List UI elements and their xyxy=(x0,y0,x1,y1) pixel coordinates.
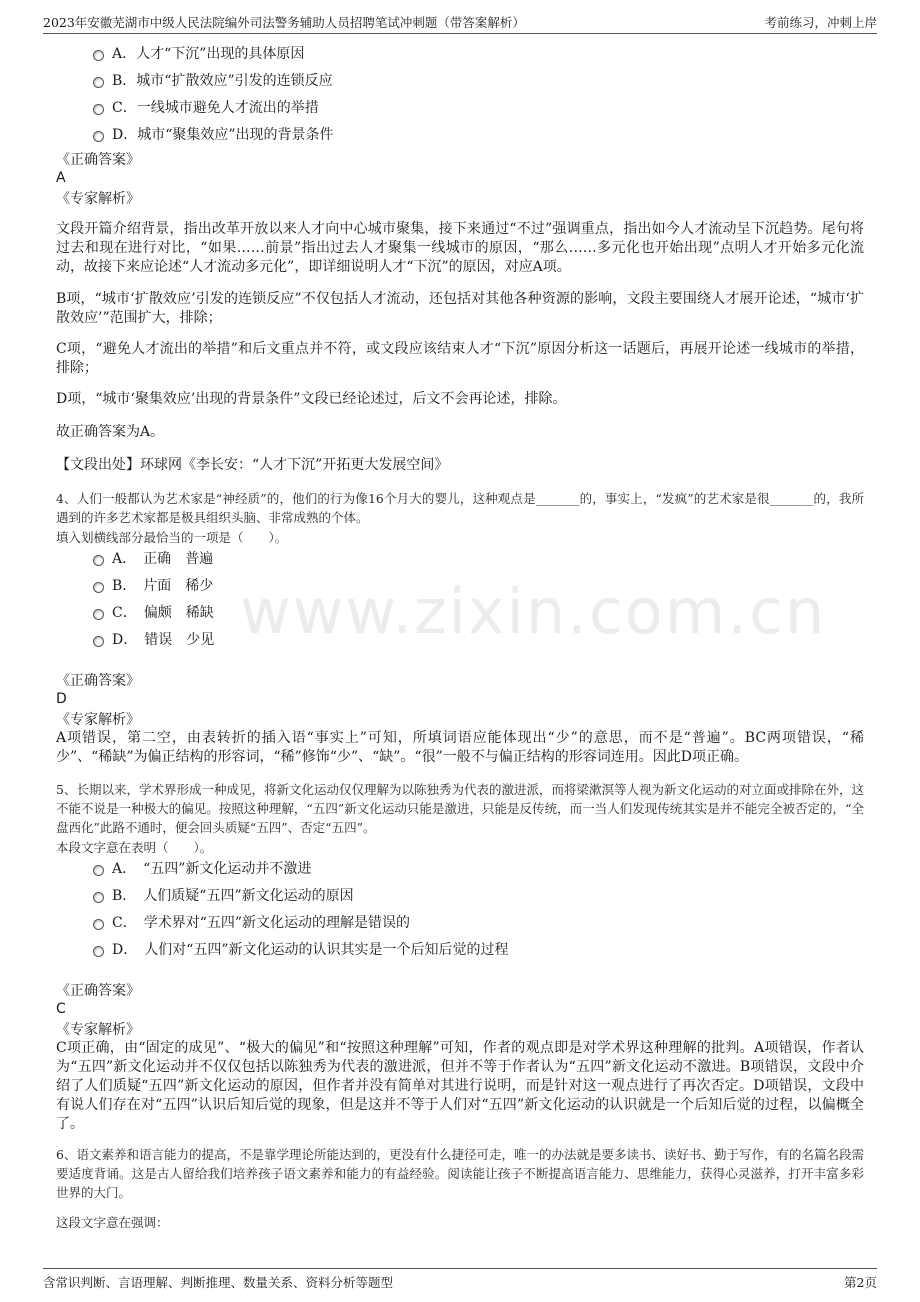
q3-analysis-p4: D项，“城市‘聚集效应’出现的背景条件”文段已经论述过，后文不会再论述，排除。 xyxy=(56,391,567,407)
radio-icon[interactable] xyxy=(93,865,104,876)
q3-option-d[interactable]: D．城市“聚集效应”出现的背景条件 xyxy=(112,125,334,145)
q5-option-b[interactable]: B． 人们质疑“五四”新文化运动的原因 xyxy=(112,886,354,906)
radio-icon[interactable] xyxy=(93,636,104,647)
q5-option-a[interactable]: A． “五四”新文化运动并不激进 xyxy=(112,859,311,879)
radio-icon[interactable] xyxy=(93,892,104,903)
q5-answer: C xyxy=(56,1001,66,1017)
q5-answer-label: 《正确答案》 xyxy=(56,983,140,999)
q4-answer: D xyxy=(56,691,67,707)
q4-option-a[interactable]: A． 正确 普遍 xyxy=(112,549,213,569)
q3-analysis-p5: 故正确答案为A。 xyxy=(56,424,165,440)
q5-option-c[interactable]: C． 学术界对“五四”新文化运动的理解是错误的 xyxy=(112,913,410,933)
q5-stem: 5、长期以来，学术界形成一种成见，将新文化运动仅仅理解为以陈独秀为代表的激进派，而将梁漱溟等人视为新文化运动的对立面或排除在外，这不能不说是一种极大的偏见。按照这种理解，“五四”新文化运动只能是激进，只能是反传统，而一当人们发现传统其实是并不能完全被否定的，“全盘西化”此路不通时，便会回头质疑“五四”、否定“五四”。 xyxy=(56,782,864,835)
q4-option-c[interactable]: C． 偏颇 稀缺 xyxy=(112,603,214,623)
q4-option-d[interactable]: D． 错误 少见 xyxy=(112,630,214,650)
q3-option-a[interactable]: A．人才“下沉”出现的具体原因 xyxy=(112,44,304,64)
q6-prompt: 这段文字意在强调： xyxy=(56,1215,169,1230)
radio-icon[interactable] xyxy=(93,77,104,88)
page-footer xyxy=(43,1268,877,1295)
q6-stem: 6、语文素养和语言能力的提高，不是靠学理论所能达到的，更没有什么捷径可走，唯一的办法就是要多读书、读好书、勤于写作，有的名篇名段需要适度背诵。这是古人留给我们培养孩子语文素养和能力的有益经验。阅读能让孩子不断提高语言能力、思维能力，获得心灵滋养，打开丰富多彩世界的大门。 xyxy=(56,1147,864,1200)
q3-analysis-p1: 文段开篇介绍背景，指出改革开放以来人才向中心城市聚集，接下来通过“不过”强调重点，指出如今人才流动呈下沉趋势。尾句将过去和现在进行对比，“如果……前景”指出过去人才聚集一线城市的原因，“那么……多元化也开始出现”点明人才开始多元化流动，故接下来应论述“人才流动多元化”，即详细说明人才“下沉”的原因，对应A项。 xyxy=(56,221,864,275)
page-header xyxy=(43,11,877,34)
q4-prompt: 填入划横线部分最恰当的一项是（ ）。 xyxy=(56,530,288,545)
q3-source: 【文段出处】环球网《李长安：“人才下沉”开拓更大发展空间》 xyxy=(56,457,449,473)
radio-icon[interactable] xyxy=(93,50,104,61)
footer-note: 含常识判断、言语理解、判断推理、数量关系、资料分析等题型 xyxy=(43,1275,394,1290)
q5-analysis: C项正确，由“固定的成见”、“极大的偏见”和“按照这种理解”可知，作者的观点即是对学术界这种理解的批判。A项错误，作者认为“五四”新文化运动并不仅仅包括以陈独秀为代表的激进派，但并不等于作者认为“五四”新文化运动不激进。B项错误，文段中介绍了人们质疑“五四”新文化运动的原因，但作者并没有简单对其进行说明，而是针对这一观点进行了再次否定。D项错误，文段中有说人们存在对“五四”认识后知后觉的现象，但是这并不等于人们对“五四”新文化运动的认识就是一个后知后觉的过程，以偏概全了。 xyxy=(56,1040,864,1132)
radio-icon[interactable] xyxy=(93,582,104,593)
q4-option-b[interactable]: B． 片面 稀少 xyxy=(112,576,213,596)
q4-answer-label: 《正确答案》 xyxy=(56,673,140,689)
radio-icon[interactable] xyxy=(93,609,104,620)
q3-analysis-p2: B项，“城市‘扩散效应’引发的连锁反应”不仅包括人才流动，还包括对其他各种资源的影响，文段主要围绕人才展开论述，“城市‘扩散效应’”范围扩大，排除； xyxy=(56,291,864,326)
q3-option-b[interactable]: B．城市“扩散效应”引发的连锁反应 xyxy=(112,71,333,91)
document-title: 2023年安徽芜湖市中级人民法院编外司法警务辅助人员招聘笔试冲刺题（带答案解析） xyxy=(43,15,525,30)
radio-icon[interactable] xyxy=(93,555,104,566)
watermark: www.zixin.com.cn xyxy=(240,575,827,648)
radio-icon[interactable] xyxy=(93,919,104,930)
q5-analysis-label: 《专家解析》 xyxy=(56,1022,140,1038)
radio-icon[interactable] xyxy=(93,946,104,957)
q3-analysis-p3: C项，“避免人才流出的举措”和后文重点并不符，或文段应该结束人才“下沉”原因分析这一话题后，再展开论述一线城市的举措，排除； xyxy=(56,341,864,376)
page-number: 第2页 xyxy=(844,1275,877,1290)
q5-option-d[interactable]: D． 人们对“五四”新文化运动的认识其实是一个后知后觉的过程 xyxy=(112,940,509,960)
q3-answer-label: 《正确答案》 xyxy=(56,152,140,168)
q5-prompt: 本段文字意在表明（ ）。 xyxy=(56,840,213,855)
q4-analysis: A项错误，第二空，由表转折的插入语“事实上”可知，所填词语应能体现出“少”的意思，而不是“普遍”。BC两项错误，“稀少”、“稀缺”为偏正结构的形容词，“稀”修饰“少”、“缺”。“很”一般不与偏正结构的形容词连用。因此D项正确。 xyxy=(56,730,864,765)
q3-analysis-label: 《专家解析》 xyxy=(56,191,140,207)
q4-analysis-label: 《专家解析》 xyxy=(56,712,140,728)
header-slogan: 考前练习，冲刺上岸 xyxy=(764,15,877,30)
q4-stem: 4、人们一般都认为艺术家是“神经质”的，他们的行为像16个月大的婴儿，这种观点是_______的，事实上，“发疯”的艺术家是很_______的，我所遇到的许多艺术家都是极具组织头脑、非常成熟的个体。 xyxy=(56,491,864,525)
q3-answer: A xyxy=(56,170,66,186)
radio-icon[interactable] xyxy=(93,104,104,115)
q3-option-c[interactable]: C．一线城市避免人才流出的举措 xyxy=(112,98,319,118)
radio-icon[interactable] xyxy=(93,131,104,142)
